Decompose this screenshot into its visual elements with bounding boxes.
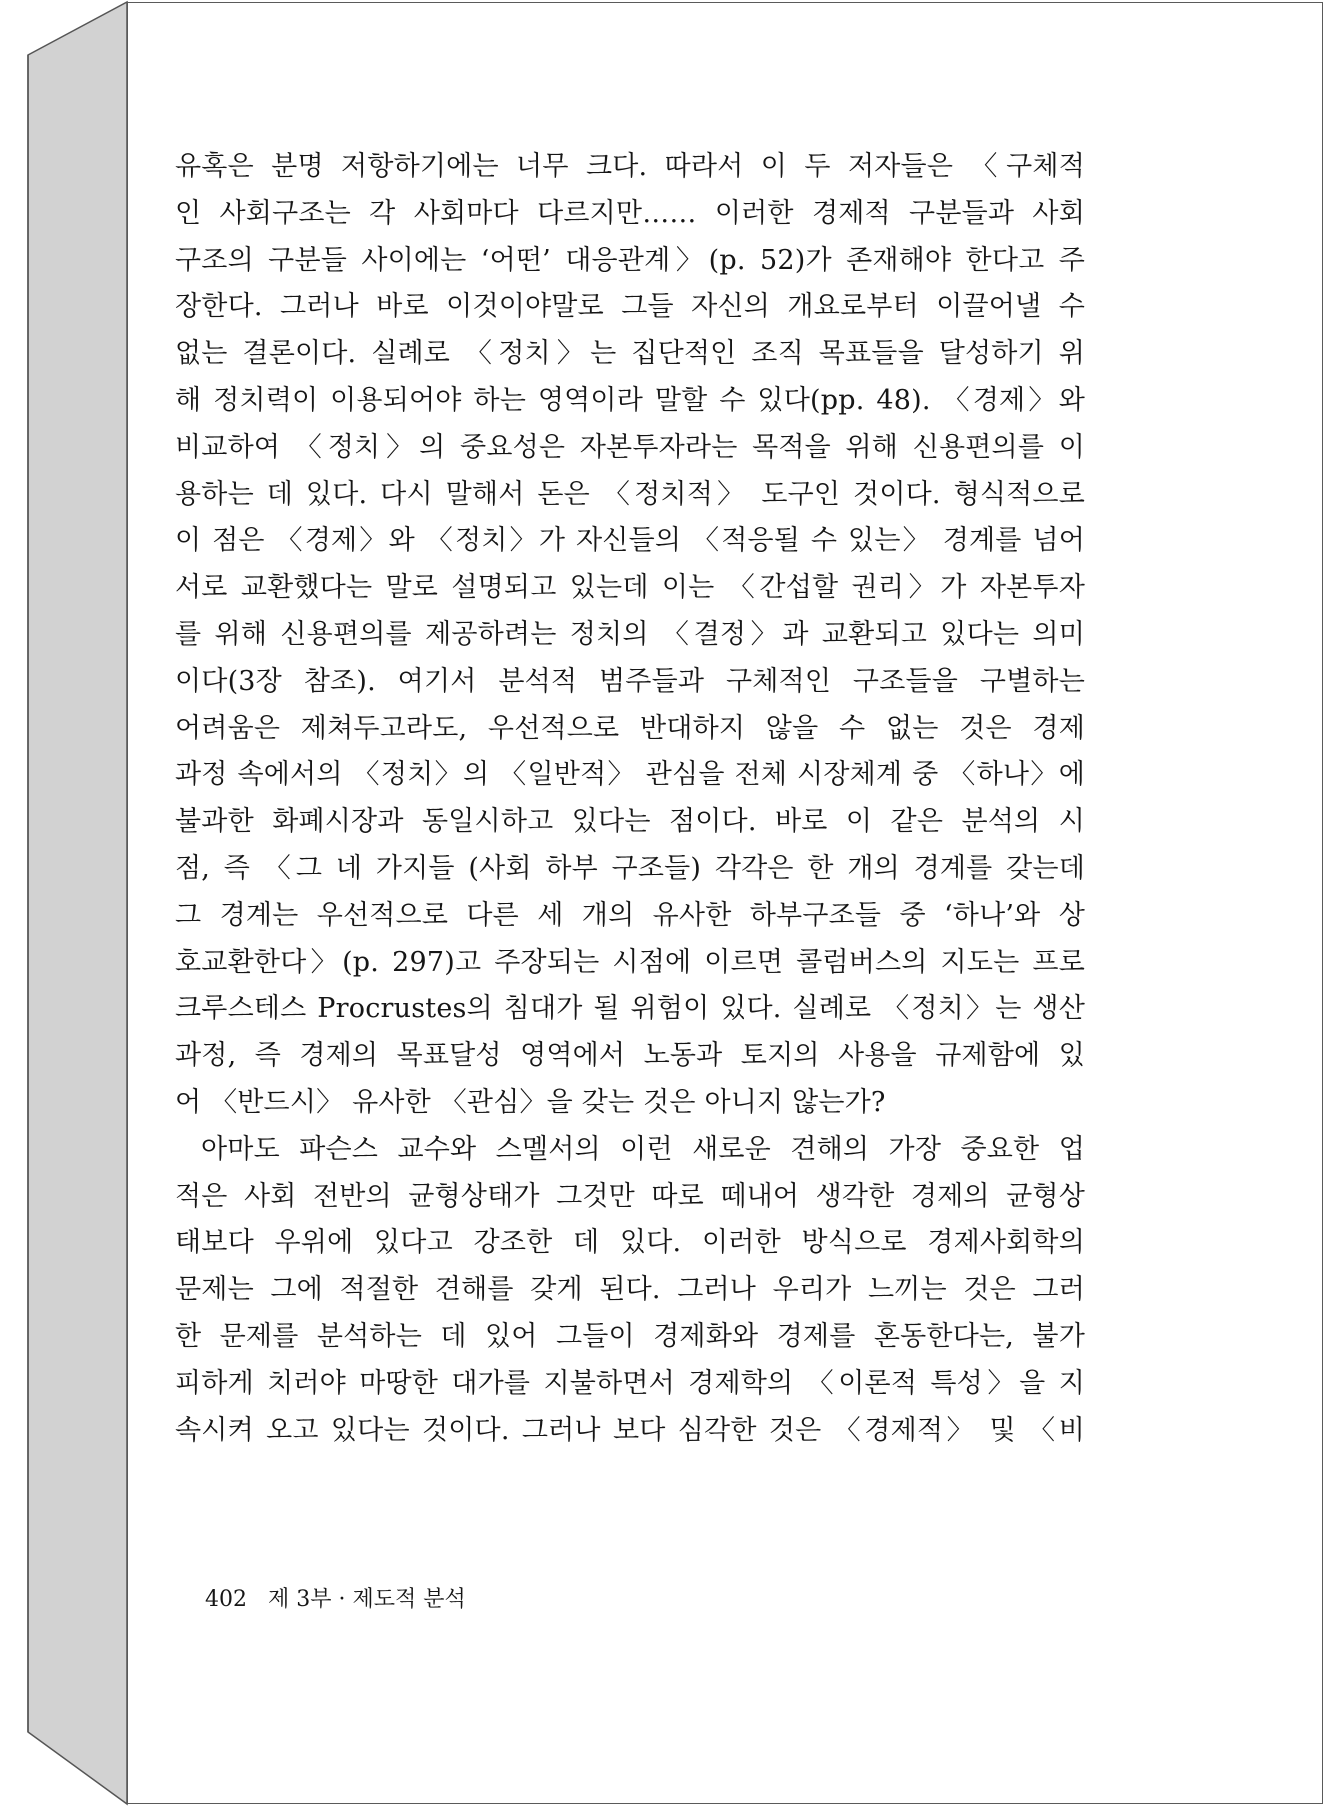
text-line: 한 문제를 분석하는 데 있어 그들이 경제화와 경제를 혼동한다는, 불가 bbox=[175, 1320, 1085, 1352]
page-number: 402 bbox=[205, 1587, 247, 1612]
text-line: 아마도 파슨스 교수와 스멜서의 이런 새로운 견해의 가장 중요한 업 bbox=[201, 1133, 1085, 1165]
text-line: 불과한 화폐시장과 동일시하고 있다는 점이다. 바로 이 같은 분석의 시 bbox=[175, 806, 1085, 838]
text-line: 구조의 구분들 사이에는 ‘어떤’ 대응관계〉(p. 52)가 존재해야 한다고 주 bbox=[175, 244, 1085, 276]
text-line: 문제는 그에 적절한 견해를 갖게 된다. 그러나 우리가 느끼는 것은 그러 bbox=[175, 1274, 1085, 1306]
text-line: 유혹은 분명 저항하기에는 너무 크다. 따라서 이 두 저자들은 〈구체적 bbox=[175, 151, 1085, 182]
text-line: 없는 결론이다. 실례로 〈정치〉는 집단적인 조직 목표들을 달성하기 위 bbox=[175, 338, 1085, 370]
page-footer bbox=[205, 1582, 466, 1613]
text-line: 어 〈반드시〉 유사한 〈관심〉을 갖는 것은 아니지 않는가? bbox=[175, 1086, 886, 1118]
text-line: 속시켜 오고 있다는 것이다. 그러나 보다 심각한 것은 〈경제적〉 및 〈비 bbox=[175, 1414, 1085, 1446]
text-line: 해 정치력이 이용되어야 하는 영역이라 말할 수 있다(pp. 48). 〈경제〉와 bbox=[175, 384, 1085, 416]
text-line: 태보다 우위에 있다고 강조한 데 있다. 이러한 방식으로 경제사회학의 bbox=[175, 1227, 1085, 1259]
text-line: 호교환한다〉(p. 297)고 주장되는 시점에 이르면 콜럼버스의 지도는 프로 bbox=[175, 946, 1085, 978]
text-line: 비교하여 〈정치〉의 중요성은 자본투자라는 목적을 위해 신용편의를 이 bbox=[175, 431, 1085, 463]
body-text bbox=[175, 144, 1085, 1454]
text-line: 적은 사회 전반의 균형상태가 그것만 따로 떼내어 생각한 경제의 균형상 bbox=[175, 1180, 1085, 1212]
text-line: 인 사회구조는 각 사회마다 다르지만…… 이러한 경제적 구분들과 사회 bbox=[175, 197, 1085, 229]
text-line: 피하게 치러야 마땅한 대가를 지불하면서 경제학의 〈이론적 특성〉을 지 bbox=[175, 1367, 1085, 1399]
text-line: 장한다. 그러나 바로 이것이야말로 그들 자신의 개요로부터 이끌어낼 수 bbox=[175, 291, 1085, 323]
text-line: 이 점은 〈경제〉와 〈정치〉가 자신들의 〈적응될 수 있는〉 경계를 넘어 bbox=[175, 525, 1085, 557]
running-section-title: 제 3부 · 제도적 분석 bbox=[268, 1587, 466, 1612]
text-line: 서로 교환했다는 말로 설명되고 있는데 이는 〈간섭할 권리〉가 자본투자 bbox=[175, 572, 1085, 604]
text-line: 용하는 데 있다. 다시 말해서 돈은 〈정치적〉 도구인 것이다. 형식적으로 bbox=[175, 478, 1085, 510]
text-line: 그 경계는 우선적으로 다른 세 개의 유사한 하부구조들 중 ‘하나’와 상 bbox=[175, 899, 1085, 931]
text-line: 크루스테스 Procrustes의 침대가 될 위험이 있다. 실례로 〈정치〉는 생산 bbox=[175, 993, 1085, 1025]
text-line: 어려움은 제쳐두고라도, 우선적으로 반대하지 않을 수 없는 것은 경제 bbox=[175, 712, 1085, 744]
text-line: 점, 즉 〈그 네 가지들 (사회 하부 구조들) 각각은 한 개의 경계를 갖는데 bbox=[175, 852, 1085, 884]
text-line: 과정 속에서의 〈정치〉의 〈일반적〉 관심을 전체 시장체계 중 〈하나〉에 bbox=[175, 759, 1085, 791]
text-line: 를 위해 신용편의를 제공하려는 정치의 〈결정〉과 교환되고 있다는 의미 bbox=[175, 618, 1085, 650]
text-line: 이다(3장 참조). 여기서 분석적 범주들과 구체적인 구조들을 구별하는 bbox=[175, 665, 1085, 697]
text-line: 과정, 즉 경제의 목표달성 영역에서 노동과 토지의 사용을 규제함에 있 bbox=[175, 1040, 1085, 1072]
